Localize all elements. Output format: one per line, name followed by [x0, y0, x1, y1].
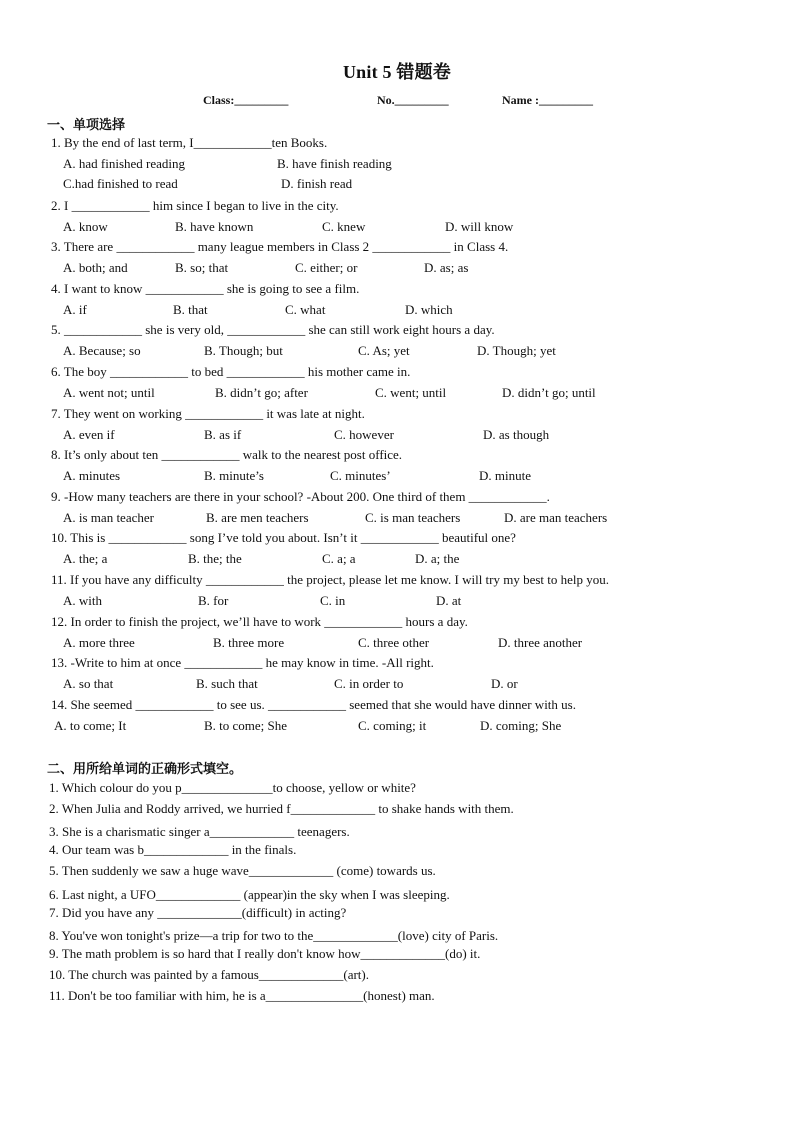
answer-option: A. Because; so — [63, 343, 141, 358]
answer-option: B. Though; but — [204, 343, 283, 358]
answer-option: D. will know — [445, 219, 514, 234]
answer-option: A. with — [63, 593, 102, 608]
answer-option: C. As; yet — [358, 343, 410, 358]
answer-option: B. to come; She — [204, 718, 288, 733]
fill-in-item: 10. The church was painted by a famous_____________(art). — [49, 967, 369, 982]
answer-option: A. to come; It — [54, 718, 127, 733]
answer-option: B. didn’t go; after — [215, 385, 308, 400]
question-stem: 4. I want to know ____________ she is going to see a film. — [51, 281, 360, 296]
fill-in-item: 11. Don't be too familiar with him, he is a_______________(honest) man. — [49, 988, 435, 1003]
answer-option: D. as though — [483, 427, 550, 442]
answer-option: D. are man teachers — [504, 510, 608, 525]
fill-in-item: 5. Then suddenly we saw a huge wave_____________ (come) towards us. — [49, 863, 436, 878]
answer-option: C. is man teachers — [365, 510, 461, 525]
fill-in-item: 3. She is a charismatic singer a_____________ teenagers. — [49, 824, 350, 839]
question-stem: 13. -Write to him at once ____________ he may know in time. -All right. — [51, 655, 434, 670]
answer-option: C. went; until — [375, 385, 447, 400]
answer-option: B. for — [198, 593, 229, 608]
fill-in-item: 1. Which colour do you p______________to choose, yellow or white? — [49, 780, 416, 795]
answer-option: D. or — [491, 676, 518, 691]
answer-option: B. such that — [196, 676, 258, 691]
question-stem: 2. I ____________ him since I began to live in the city. — [51, 198, 339, 213]
question-stem: 6. The boy ____________ to bed ____________ his mother came in. — [51, 364, 411, 379]
answer-option: A. minutes — [63, 468, 121, 483]
answer-option: A. is man teacher — [63, 510, 154, 525]
answer-option: B. that — [173, 302, 208, 317]
answer-option: D. minute — [479, 468, 531, 483]
fill-in-item: 9. The math problem is so hard that I really don't know how_____________(do) it. — [49, 946, 481, 961]
question-stem: 1. By the end of last term, I____________ten Books. — [51, 135, 328, 150]
answer-option: D. a; the — [415, 551, 460, 566]
question-stem: 5. ____________ she is very old, ____________ she can still work eight hours a day. — [51, 322, 495, 337]
answer-option: A. if — [63, 302, 87, 317]
section2-heading: 二、用所给单词的正确形式填空。 — [47, 761, 243, 776]
answer-option: A. more three — [63, 635, 135, 650]
answer-option: C.had finished to read — [63, 176, 178, 191]
answer-option: C. in order to — [334, 676, 404, 691]
answer-option: D. coming; She — [480, 718, 562, 733]
answer-option: A. even if — [63, 427, 115, 442]
answer-option: D. finish read — [281, 176, 353, 191]
answer-option: A. both; and — [63, 260, 128, 275]
question-stem: 12. In order to finish the project, we’ll have to work ____________ hours a day. — [51, 614, 468, 629]
fill-in-item: 7. Did you have any _____________(difficult) in acting? — [49, 905, 347, 920]
answer-option: D. Though; yet — [477, 343, 556, 358]
answer-option: D. three another — [498, 635, 583, 650]
question-stem: 11. If you have any difficulty ____________ the project, please let me know. I will try my best to help you. — [51, 572, 610, 587]
answer-option: C. minutes’ — [330, 468, 391, 483]
answer-option: C. three other — [358, 635, 430, 650]
number-field: No._________ — [377, 93, 449, 107]
question-stem: 10. This is ____________ song I’ve told you about. Isn’t it ____________ beautiful one? — [51, 530, 516, 545]
section1-heading: 一、单项选择 — [47, 117, 126, 132]
answer-option: B. have finish reading — [277, 156, 392, 171]
answer-option: D. at — [436, 593, 462, 608]
answer-option: B. the; the — [188, 551, 242, 566]
fill-in-item: 2. When Julia and Roddy arrived, we hurried f_____________ to shake hands with them. — [49, 801, 514, 816]
question-stem: 9. -How many teachers are there in your school? -About 200. One third of them ____________. — [51, 489, 550, 504]
question-stem: 7. They went on working ____________ it was late at night. — [51, 406, 365, 421]
fill-in-item: 6. Last night, a UFO_____________ (appear)in the sky when I was sleeping. — [49, 887, 450, 902]
page-title: Unit 5 错题卷 — [342, 62, 451, 82]
answer-option: B. minute’s — [204, 468, 264, 483]
answer-option: B. three more — [213, 635, 285, 650]
answer-option: C. knew — [322, 219, 366, 234]
answer-option: B. have known — [175, 219, 254, 234]
question-stem: 8. It’s only about ten ____________ walk to the nearest post office. — [51, 447, 403, 462]
answer-option: C. however — [334, 427, 394, 442]
question-stem: 14. She seemed ____________ to see us. ____________ seemed that she would have dinner with us. — [51, 697, 576, 712]
answer-option: B. as if — [204, 427, 242, 442]
answer-option: C. either; or — [295, 260, 358, 275]
answer-option: A. the; a — [63, 551, 108, 566]
answer-option: C. in — [320, 593, 346, 608]
answer-option: A. know — [63, 219, 108, 234]
name-field: Name :_________ — [502, 93, 593, 107]
answer-option: C. what — [285, 302, 326, 317]
fill-in-item: 4. Our team was b_____________ in the finals. — [49, 842, 297, 857]
answer-option: A. so that — [63, 676, 114, 691]
fill-in-item: 8. You've won tonight's prize—a trip for two to the_____________(love) city of Paris. — [49, 928, 499, 943]
answer-option: B. are men teachers — [206, 510, 309, 525]
answer-option: D. as; as — [424, 260, 469, 275]
answer-option: D. didn’t go; until — [502, 385, 596, 400]
class-field: Class:_________ — [203, 93, 289, 107]
answer-option: B. so; that — [175, 260, 229, 275]
answer-option: A. had finished reading — [63, 156, 186, 171]
answer-option: C. coming; it — [358, 718, 427, 733]
answer-option: C. a; a — [322, 551, 356, 566]
answer-option: A. went not; until — [63, 385, 155, 400]
answer-option: D. which — [405, 302, 453, 317]
question-stem: 3. There are ____________ many league members in Class 2 ____________ in Class 4. — [51, 239, 509, 254]
